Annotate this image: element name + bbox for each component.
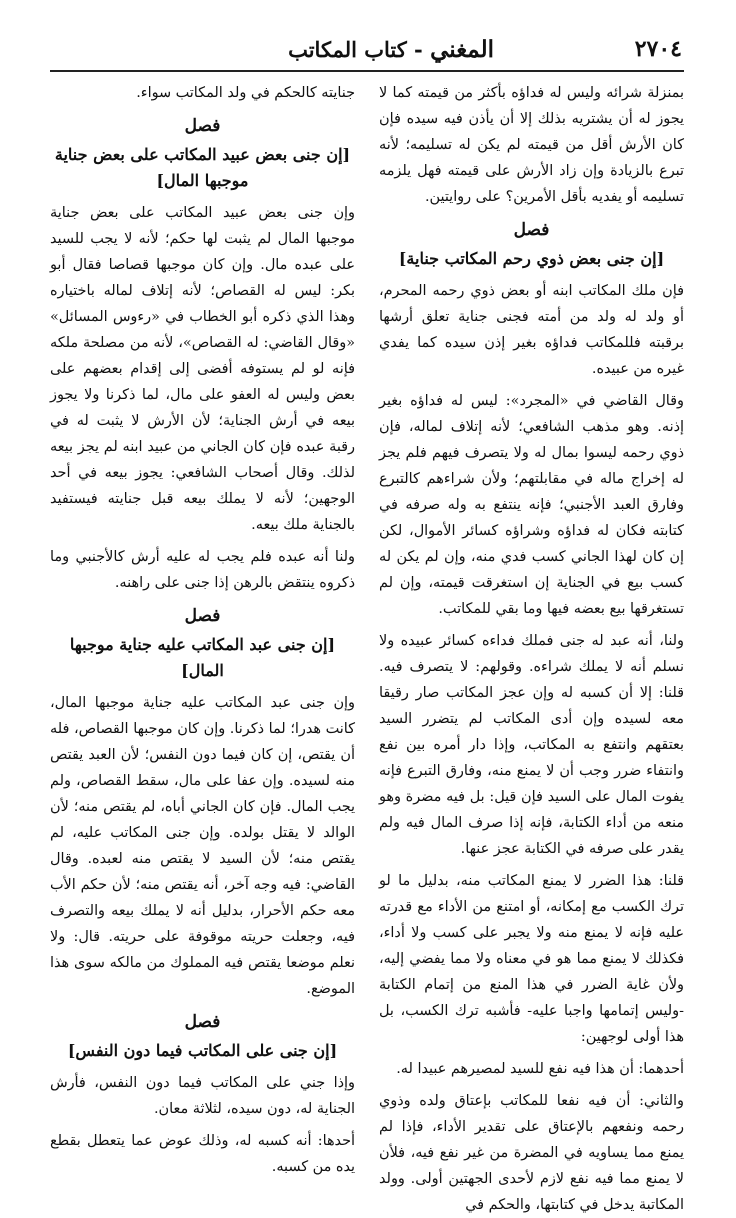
section-label: فصل (184, 116, 221, 136)
paragraph: أحدها: أنه كسبه له، وذلك عوض عما يتعطل بقطع يده من كسبه. (50, 1133, 355, 1175)
paragraph: جنايته كالحكم في ولد المكاتب سواء. (136, 85, 355, 101)
section-label: فصل (184, 606, 221, 626)
paragraph: وإذا جني على المكاتب فيما دون النفس، فأرش الجناية له، دون سيده، لثلاثة معان. (50, 1075, 355, 1117)
paragraph: أحدهما: أن هذا فيه نفع للسيد لمصيرهم عبيدا له. (396, 1061, 684, 1077)
title-dash: - (406, 37, 423, 62)
section-heading: [إن جنى على المكاتب فيما دون النفس] (67, 1041, 338, 1060)
left-column (50, 80, 355, 1175)
paragraph: وقال القاضي في «المجرد»: ليس له فداؤه بغير إذنه. وهو مذهب الشافعي؛ لأنه إتلاف لماله، فإن ذوي رحمه ليسوا بمال له ولا يتصرف فيهم فلم يجز له إخراج ماله في مقابلتهم؛ ولأن شراءهم كالتبرع وفارق العبد الأجنبي؛ فإنه ينتفع به وله صرفه في كتابته فكان له فداؤه وشراؤه كسائر الأموال، لكن إن كان لهذا الجاني كسب فدي منه، وإن لم يكن له كسب بيع في الجناية إن استغرقت قيمته، وإن لم تستغرقها بيع بعضه فيها وما بقي للمكاتب. (379, 393, 684, 617)
paragraph: والثاني: أن فيه نفعا للمكاتب بإعتاق ولده وذوي رحمه ونفعهم بالإعتاق على تقدير الأداء، فإذا لم يمنع مما يساويه في المضرة من غير نفع فيه، فلأن لا يمنع مما فيه نفع لازم لأحدى الجهتين أولى. وولد المكاتبة يدخل في كتابتها، والحكم في (379, 1093, 684, 1213)
chapter-title: كتاب المكاتب (288, 37, 407, 62)
right-column (379, 80, 684, 1213)
page-number: ٢٧٠٤ (634, 36, 682, 62)
paragraph: قلنا: هذا الضرر لا يمنع المكاتب منه، بدليل ما لو ترك الكسب مع إمكانه، أو امتنع من الأداء مع قدرته عليه فإنه لا يمنع منه ولا يجبر على كسب ولا أداء، فكذلك لا يمنع مما هو في معناه ولا مما يفضي إليه، ولأن غاية الضرر في هذا المنع من إتمام الكتابة -وليس إتمامها واجبا عليه- فأشبه ترك الكسب، بل هذا أولى لوجهين: (379, 873, 684, 1045)
paragraph: بمنزلة شرائه وليس له فداؤه بأكثر من قيمته كما لا يجوز له أن يشتريه بذلك إلا أن يأذن فيه سيده فإن كان الأرش أقل من قيمته لم يكن له تسليمه؛ لأنه تبرع بالزيادة وإن زاد الأرش على قيمته فهل يلزمه تسليمه أو يفديه بأقل الأمرين؟ على روايتين. (379, 85, 684, 205)
section-heading: [إن جنى عبد المكاتب عليه جناية موجبها المال] (69, 635, 336, 680)
section-label: فصل (513, 220, 550, 240)
page-header (50, 30, 684, 72)
paragraph: ولنا، أنه عبد له جنى فملك فداءه كسائر عبيده ولا نسلم أنه لا يملك شراءه. وقولهم: لا يتصرف فيه. قلنا: إلا أن كسبه له وإن عجز المكاتب صار رقيقا معه لسيده وإن أدى المكاتب لم يتضرر السيد بعتقهم وانتفع به المكاتب، وإذا دار أمره بين نفع وانتفاء ضرر وجب أن لا يمنع منه، وفارق التبرع فإنه يفوت المال على السيد فإن قيل: بل فيه مضرة وهو منعه من أداء الكتابة، فإنه إذا صرف المال فيه ولم يقدر على صرفه في الكتابة عجز عنها. (379, 633, 684, 857)
running-title (288, 36, 494, 63)
paragraph: فإن ملك المكاتب ابنه أو بعض ذوي رحمه المحرم، أو ولد له ولد من أمته فجنى جناية تعلق أرشها برقبته فللمكاتب فداؤه بغير إذن سيده كما يفدي غيره من عبيده. (379, 283, 684, 377)
text-columns (50, 80, 684, 1213)
book-title: المغني (430, 36, 494, 63)
section-heading: [إن جنى بعض ذوي رحم المكاتب جناية] (398, 249, 665, 268)
paragraph: وإن جنى عبد المكاتب عليه جناية موجبها المال، كانت هدرا؛ لما ذكرنا. وإن كان موجبها القصاص، فله أن يقتص، إن كان فيما دون النفس؛ لأن العبد يقتص منه لسيده. وإن عفا على مال، سقط القصاص، ولم يجب المال. فإن كان الجاني أباه، لم يقتص منه؛ لأن الوالد لا يقتل بولده. وإن جنى المكاتب عليه، لم يقتص منه؛ لأن السيد لا يقتص منه لعبده. وقال القاضي: فيه وجه آخر، أنه يقتص منه؛ لأن حكم الأب معه حكم الأحرار، بدليل أنه لا يملك بيعه والتصرف فيه، وجعلت حريته موقوفة على حريته. قال: ولا نعلم موضعا يقتص فيه المملوك من مالكه سوى هذا الموضع. (50, 695, 355, 997)
paragraph: ولنا أنه عبده فلم يجب له عليه أرش كالأجنبي وما ذكروه ينتقض بالرهن إذا جنى على راهنه. (50, 549, 355, 591)
paragraph: وإن جنى بعض عبيد المكاتب على بعض جناية موجبها المال لم يثبت لها حكم؛ لأنه لا يجب للسيد على عبده مال. وإن كان موجبها قصاصا فقال أبو بكر: ليس له القصاص؛ لأنه إتلاف لماله باختياره وهذا الذي ذكره أبو الخطاب في «رءوس المسائل» «وقال القاضي: له القصاص»، لأنه من مصلحة ملكه فإنه لو لم يستوفه أفضى إلى إقدام بعضهم على بعض وليس له العفو على مال، لما ذكرنا ولا يجوز بيعه في أرش الجناية؛ لأن الأرش لا يثبت له في رقبة عبده فإن كان الجاني من عبيد ابنه لم يجز بيعه لذلك. وقال أصحاب الشافعي: يجوز بيعه في أحد الوجهين؛ لأنه لا يملك بيعه قبل جنايته فيستفيد بالجناية ملك بيعه. (50, 205, 355, 533)
section-heading: [إن جنى بعض عبيد المكاتب على بعض جناية موجبها المال] (54, 145, 351, 190)
section-label: فصل (184, 1012, 221, 1032)
